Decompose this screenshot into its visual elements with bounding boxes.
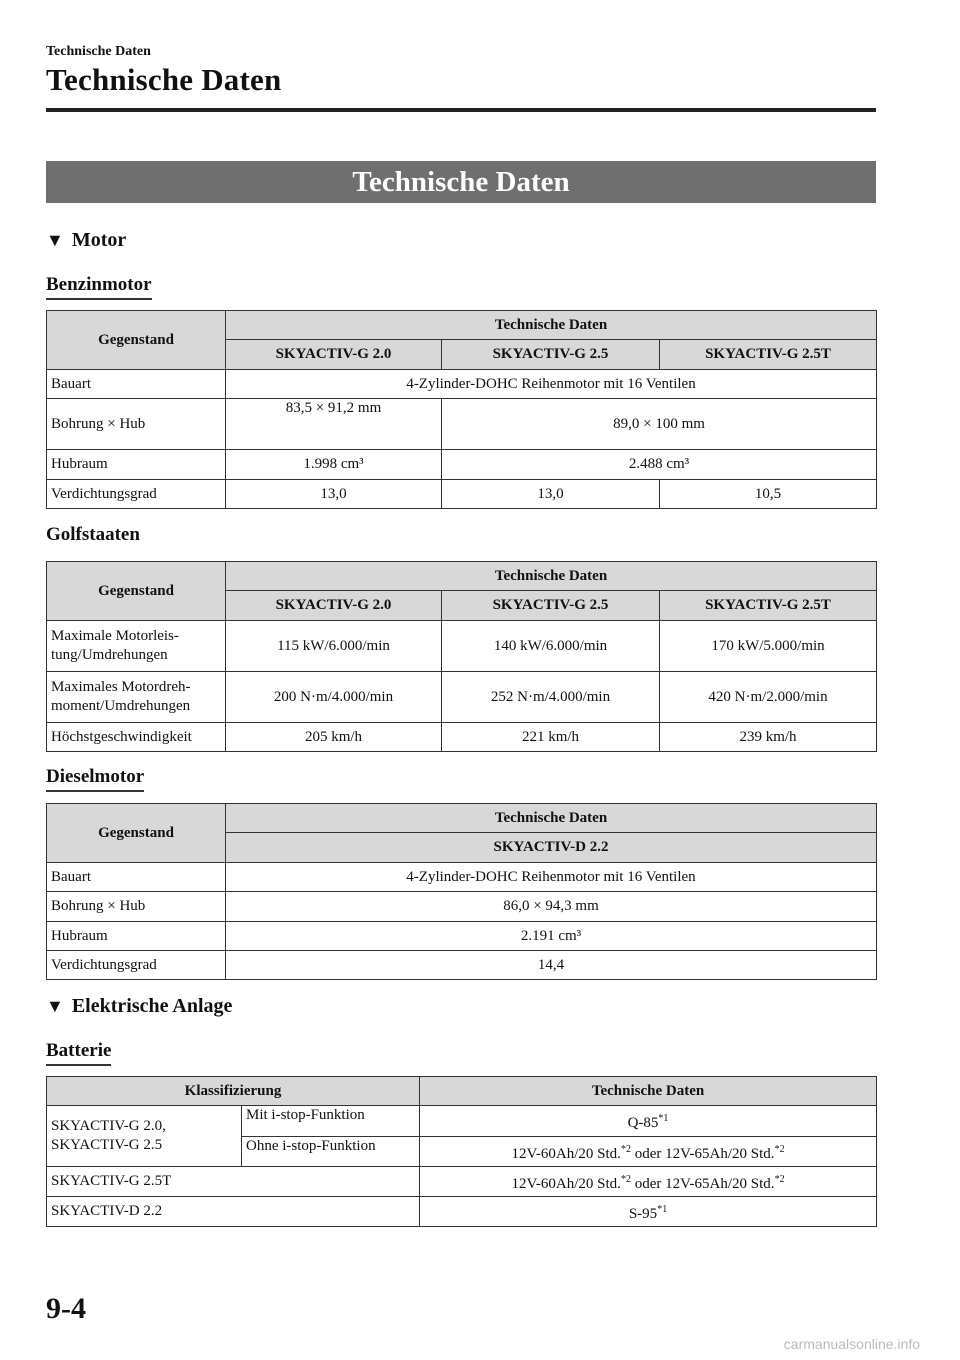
connector-text: oder	[630, 1145, 666, 1162]
cell-value: 205 km/h	[226, 723, 442, 752]
row-label: Bohrung × Hub	[47, 399, 226, 450]
table-row	[47, 621, 877, 672]
cell-value: 2.191 cm³	[226, 922, 877, 951]
footnote-ref: *1	[658, 1113, 669, 1124]
cell-value: 4-Zylinder-DOHC Reihenmotor mit 16 Ventilen	[226, 863, 877, 892]
cell-value: 83,5 × 91,2 mm	[226, 399, 442, 450]
table-row	[47, 370, 877, 399]
footnote-ref: *1	[657, 1203, 668, 1215]
header-model: SKYACTIV-G 2.5	[442, 591, 660, 621]
row-label-line: tung/Umdrehungen	[51, 647, 168, 663]
row-label: SKYACTIV-D 2.2	[47, 1197, 420, 1227]
header-model: SKYACTIV-D 2.2	[226, 833, 877, 863]
running-head: Technische Daten	[46, 44, 151, 59]
header-technische-daten: Technische Daten	[226, 562, 877, 591]
row-label-line: Maximale Motorleis-	[51, 628, 179, 644]
battery-type: 12V-65Ah/20 Std.	[665, 1175, 775, 1192]
cell-value: 2.488 cm³	[442, 450, 877, 480]
row-label: Hubraum	[47, 922, 226, 951]
table-row	[47, 1106, 877, 1137]
table-row	[47, 863, 877, 892]
cell-value: 4-Zylinder-DOHC Reihenmotor mit 16 Ventilen	[226, 370, 877, 399]
triangle-down-icon: ▼	[46, 230, 64, 250]
table-row	[47, 723, 877, 752]
header-technische-daten: Technische Daten	[226, 311, 877, 340]
row-label: Bauart	[47, 863, 226, 892]
header-klassifizierung: Klassifizierung	[47, 1077, 420, 1106]
row-label: Verdichtungsgrad	[47, 480, 226, 509]
header-model: SKYACTIV-G 2.0	[226, 340, 442, 370]
section-heading-elektrik	[46, 995, 232, 1018]
cell-value: 89,0 × 100 mm	[442, 399, 877, 450]
battery-type: Q-85	[627, 1115, 659, 1131]
cell-value: 221 km/h	[442, 723, 660, 752]
cell-value: 200 N·m/4.000/min	[226, 672, 442, 723]
row-label	[47, 621, 226, 672]
row-sublabel: Mit i-stop-Funktion	[242, 1106, 420, 1137]
subheading-golfstaaten: Golfstaaten	[46, 524, 140, 545]
cell-value: 252 N·m/4.000/min	[442, 672, 660, 723]
footnote-ref: *2	[774, 1173, 785, 1185]
cell-value: 239 km/h	[660, 723, 877, 752]
table-row	[47, 672, 877, 723]
cell-value: 420 N·m/2.000/min	[660, 672, 877, 723]
header-model: SKYACTIV-G 2.5T	[660, 340, 877, 370]
table-row	[47, 450, 877, 480]
cell-value: 10,5	[660, 480, 877, 509]
header-rule	[46, 108, 876, 112]
table-row	[47, 1197, 877, 1227]
table-benzinmotor	[46, 310, 877, 509]
row-label-line: moment/Umdrehungen	[51, 698, 191, 714]
table-dieselmotor	[46, 803, 877, 980]
table-golfstaaten	[46, 561, 877, 752]
header-model: SKYACTIV-G 2.5	[442, 340, 660, 370]
chapter-title: Technische Daten	[46, 62, 282, 97]
header-model: SKYACTIV-G 2.5T	[660, 591, 877, 621]
row-label	[47, 1106, 242, 1167]
section-heading-motor	[46, 229, 126, 252]
table-row	[47, 951, 877, 980]
battery-type: S-95	[628, 1205, 658, 1222]
header-technische-daten: Technische Daten	[420, 1077, 877, 1106]
row-label: Bauart	[47, 370, 226, 399]
footnote-ref: *2	[620, 1143, 631, 1155]
cell-value: 13,0	[442, 480, 660, 509]
row-label: Höchstgeschwindigkeit	[47, 723, 226, 752]
table-row	[47, 480, 877, 509]
footnote-ref: *2	[620, 1173, 631, 1185]
footnote-ref: *2	[774, 1143, 785, 1155]
table-row	[47, 1167, 877, 1197]
row-label-line: SKYACTIV-G 2.0,	[51, 1118, 166, 1134]
subheading-batterie: Batterie	[46, 1040, 111, 1066]
cell-value: 1.998 cm³	[226, 450, 442, 480]
cell-value: 86,0 × 94,3 mm	[226, 892, 877, 922]
cell-value: 13,0	[226, 480, 442, 509]
row-sublabel: Ohne i-stop-Funktion	[242, 1137, 420, 1167]
header-gegenstand: Gegenstand	[47, 562, 226, 621]
cell-value	[420, 1106, 877, 1137]
subheading-benzinmotor: Benzinmotor	[46, 274, 152, 300]
section-banner: Technische Daten	[46, 161, 876, 203]
row-label: SKYACTIV-G 2.5T	[47, 1167, 420, 1197]
subheading-dieselmotor: Dieselmotor	[46, 766, 144, 792]
page-number: 9-4	[46, 1292, 86, 1325]
connector-text: oder	[630, 1175, 666, 1192]
row-label: Verdichtungsgrad	[47, 951, 226, 980]
cell-value: 115 kW/6.000/min	[226, 621, 442, 672]
row-label: Bohrung × Hub	[47, 892, 226, 922]
cell-value	[420, 1137, 877, 1167]
table-row	[47, 399, 877, 450]
battery-type: 12V-60Ah/20 Std.	[511, 1145, 621, 1162]
section-heading-text: Elektrische Anlage	[71, 995, 233, 1017]
triangle-down-icon: ▼	[46, 996, 64, 1016]
table-row	[47, 892, 877, 922]
cell-value: 170 kW/5.000/min	[660, 621, 877, 672]
section-heading-text: Motor	[71, 229, 127, 251]
header-gegenstand: Gegenstand	[47, 311, 226, 370]
battery-type: 12V-65Ah/20 Std.	[665, 1145, 775, 1162]
table-row	[47, 922, 877, 951]
watermark: carmanualsonline.info	[783, 1336, 920, 1352]
row-label	[47, 672, 226, 723]
battery-type: 12V-60Ah/20 Std.	[511, 1175, 621, 1192]
row-label-line: Maximales Motordreh-	[51, 679, 191, 695]
header-technische-daten: Technische Daten	[226, 804, 877, 833]
cell-value: 14,4	[226, 951, 877, 980]
header-gegenstand: Gegenstand	[47, 804, 226, 863]
header-model: SKYACTIV-G 2.0	[226, 591, 442, 621]
row-label: Hubraum	[47, 450, 226, 480]
cell-value	[420, 1167, 877, 1197]
row-label-line: SKYACTIV-G 2.5	[51, 1137, 163, 1153]
cell-value: 140 kW/6.000/min	[442, 621, 660, 672]
cell-value	[420, 1197, 877, 1227]
table-batterie	[46, 1076, 877, 1227]
